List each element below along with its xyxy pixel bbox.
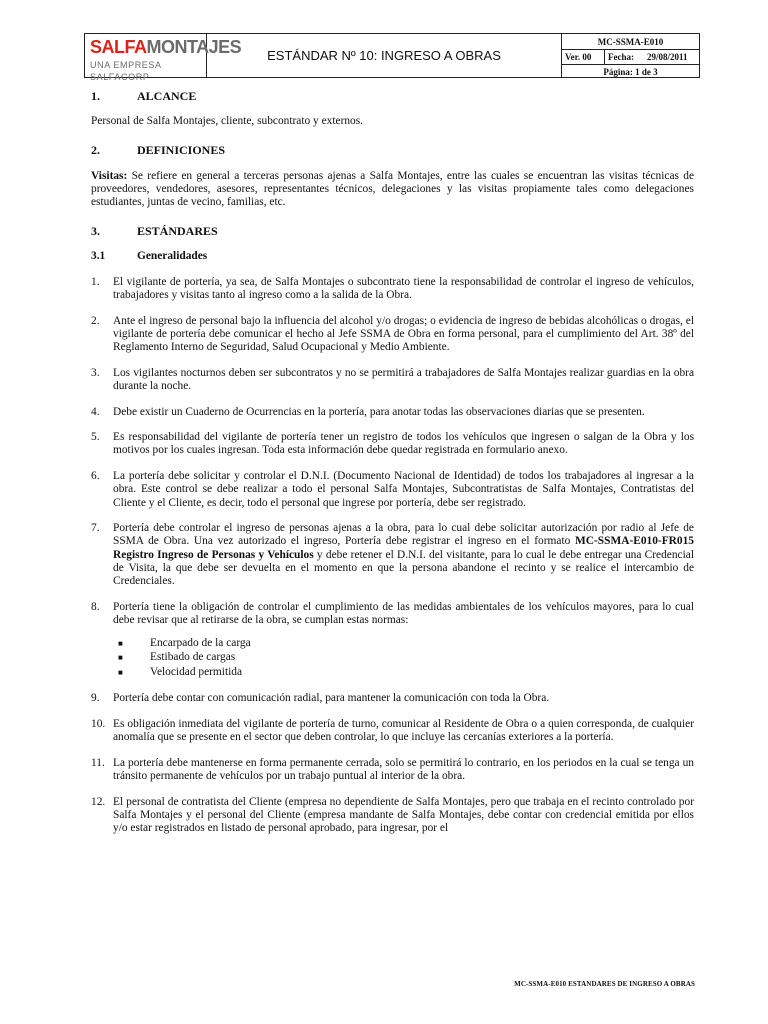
- list-item-body: El personal de contratista del Cliente (empresa no dependiente de Salfa Montajes, pero que trabaja en el recinto controlado por Salfa Montajes y el personal del Cliente (empresa mandante de Salfa Montajes, debe contar con credencial emitida por ellos y/o estar registrados en listado de personal aprobado, para ingresar, por el: [113, 795, 694, 835]
- section-number: 1.: [91, 89, 100, 103]
- list-item-body: Portería tiene la obligación de controlar el cumplimiento de las medidas ambientales de los vehículos mayores, para lo cual debe revisar que al retirarse de la obra, se cumplan estas normas:: [113, 600, 694, 626]
- section-number: 2.: [91, 143, 100, 158]
- document-header: [84, 33, 700, 82]
- list-item: [91, 718, 694, 744]
- bullet-text: Encarpado de la carga: [150, 637, 251, 650]
- list-item-body: La portería debe solicitar y controlar el D.N.I. (Documento Nacional de Identidad) de todos los trabajadores al ingresar a la obra. Este control se debe realizar a todo el personal Salfa Montajes, Subcontratistas de Salfa Montajes, Contratistas del Cliente y el Cliente, es decir, todo el personal que ingrese por portería, debe ser registrado.: [113, 470, 694, 509]
- list-item-text: [113, 601, 694, 680]
- section-number: 3.: [91, 224, 100, 239]
- document-title: ESTÁNDAR Nº 10: INGRESO A OBRAS: [207, 34, 562, 77]
- list-item-number: 5.: [91, 431, 100, 444]
- logo-word-montajes: MONTAJES: [146, 37, 242, 57]
- section-heading-estandares: [91, 225, 694, 238]
- definition-visitas: [91, 170, 694, 210]
- list-item-body: Ante el ingreso de personal bajo la influencia del alcohol y/o drogas; o evidencia de ingreso de bebidas alcohólicas o drogas, el vigilante de portería debe comunicar el hecho al Jefe SSMA de Obra en forma personal, para el cumplimiento del Art. 38º del Reglamento Interno de Seguridad, Salud Ocupacional y Medio Ambiente.: [113, 314, 694, 353]
- list-item-body: y debe retener el D.N.I. del visitante, para lo cual le debe entregar una Credencial de Visita, la que debe ser devuelta en el momento en que la persona abandone el recinto y se realice el intercambio de Credenciales.: [113, 548, 694, 588]
- list-item-text: [113, 692, 694, 705]
- bullet-icon: ■: [118, 639, 123, 649]
- list-item: [91, 757, 694, 783]
- page-number: Página: 1 de 3: [603, 67, 658, 77]
- logo-tagline: UNA EMPRESA SALFACORP: [90, 60, 162, 82]
- list-item: [91, 367, 694, 393]
- subsection-number: 3.1: [91, 250, 106, 263]
- date-label: Fecha:: [604, 50, 644, 64]
- section-heading-definiciones: [91, 144, 694, 157]
- list-item-number: 9.: [91, 692, 100, 705]
- definition-term: Visitas:: [91, 169, 128, 182]
- bullet-text: Estibado de cargas: [150, 651, 236, 664]
- list-item-body: El vigilante de portería, ya sea, de Salfa Montajes o subcontrato tiene la responsabilidad de controlar el ingreso de vehículos, trabajadores y visitas tanto al ingreso como a la salida de la Obra.: [113, 275, 694, 301]
- section-title: ALCANCE: [137, 89, 197, 103]
- list-item-body: Debe existir un Cuaderno de Ocurrencias en la portería, para anotar todas las observaciones diarias que se presenten.: [113, 405, 645, 418]
- date-value: 29/08/2011: [647, 52, 688, 62]
- list-item-number: 1.: [91, 275, 100, 288]
- list-item-number: 8.: [91, 600, 100, 613]
- section-title: DEFINICIONES: [137, 143, 226, 158]
- list-item-text: [113, 276, 694, 302]
- bullet-item: [113, 651, 694, 664]
- section-title: ESTÁNDARES: [137, 224, 218, 239]
- list-item: [91, 470, 694, 510]
- list-item-text: [113, 367, 694, 393]
- list-item-text: [113, 796, 694, 836]
- bullet-item: [113, 666, 694, 679]
- list-item: [91, 601, 694, 680]
- list-item-number: 12.: [91, 795, 106, 808]
- list-item-body: Portería debe controlar el ingreso de personas ajenas a la obra, para lo cual debe solicitar autorización por radio al Jefe de SSMA de Obra. Una vez autorizado el ingreso, Portería debe registrar el ingreso en el formato: [113, 522, 694, 548]
- company-logo: [85, 34, 242, 82]
- list-item-text: [113, 522, 694, 588]
- list-item: [91, 692, 694, 705]
- alcance-text: Personal de Salfa Montajes, cliente, subcontrato y externos.: [91, 115, 364, 128]
- list-item-body: Es obligación inmediata del vigilante de portería de turno, comunicar al Residente de Obra o a quien corresponda, de cualquier anomalía que se presente en el sector que deben controlar, lo que incluye las cercanías exteriores a la portería.: [113, 718, 694, 744]
- bullet-text: Velocidad permitida: [150, 665, 243, 678]
- list-item-number: 6.: [91, 470, 100, 483]
- list-item-body: Es responsabilidad del vigilante de portería tener un registro de todos los vehículos que ingresen o salgan de la Obra y los motivos por los cuales ingresan. Toda esta información debe quedar registrada en formulario anexo.: [113, 431, 694, 457]
- logo-word-salfa: SALFA: [90, 37, 147, 57]
- definition-text: Se refiere en general a terceras personas ajenas a Salfa Montajes, entre las cuales se encuentran las visitas técnicas de proveedores, vendedores, asesores, representantes técnicos, delegaciones y las visitas propiamente tales como delegaciones estudiantes, juntas de vecino, familias, etc.: [91, 169, 694, 209]
- bullet-icon: ■: [118, 653, 123, 663]
- list-item: [91, 315, 694, 355]
- list-item-body: Los vigilantes nocturnos deben ser subcontratos y no se permitirá a trabajadores de Salfa Montajes realizar guardias en la obra durante la noche.: [113, 366, 694, 392]
- list-item-number: 2.: [91, 314, 100, 327]
- list-item-text: [113, 315, 694, 355]
- list-item-text: [113, 431, 694, 457]
- list-item: [91, 522, 694, 588]
- section-heading-alcance: [91, 90, 694, 103]
- bullet-list: [113, 637, 694, 679]
- list-item: [91, 431, 694, 457]
- list-item-number: 10.: [91, 718, 106, 730]
- list-item-number: 3.: [91, 366, 100, 379]
- standards-list: [91, 276, 694, 836]
- list-item-text: [113, 470, 694, 510]
- list-item-body: La portería debe mantenerse en forma permanente cerrada, solo se permitirá lo contrario, en los periodos en la cual se tenga un tránsito permanente de vehículos por un trabajo puntual al interior de la obra.: [113, 756, 694, 783]
- list-item-number: 11.: [91, 756, 105, 769]
- list-item: [91, 406, 694, 419]
- list-item-text: [113, 406, 694, 419]
- document-meta: [562, 34, 699, 77]
- list-item-number: 7.: [91, 522, 100, 535]
- list-item-text: [113, 757, 694, 783]
- form-reference: MC-SSMA-E010-FR015 Registro Ingreso de Personas y Vehículos: [113, 535, 694, 561]
- bullet-icon: ■: [118, 667, 123, 677]
- document-version: Ver. 00: [565, 52, 592, 62]
- bullet-item: [113, 637, 694, 650]
- list-item: [91, 276, 694, 302]
- subsection-heading-generalidades: [91, 250, 694, 263]
- document-footer: MC-SSMA-E010 ESTANDARES DE INGRESO A OBRAS: [514, 980, 695, 988]
- list-item-text: [113, 718, 694, 744]
- list-item-body: Portería debe contar con comunicación radial, para mantener la comunicación con toda la Obra.: [113, 692, 550, 705]
- document-code: MC-SSMA-E010: [597, 36, 664, 47]
- list-item-number: 4.: [91, 405, 100, 418]
- subsection-title: Generalidades: [137, 250, 208, 263]
- list-item: [91, 796, 694, 836]
- document-body: [91, 90, 694, 848]
